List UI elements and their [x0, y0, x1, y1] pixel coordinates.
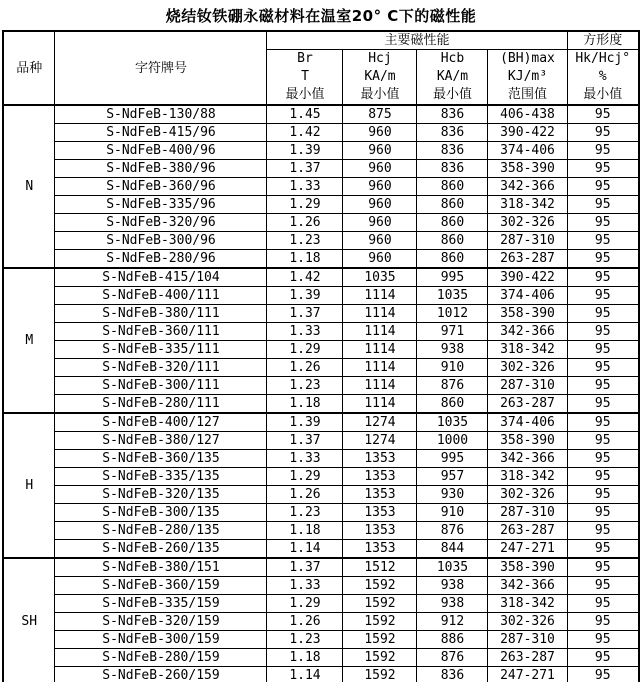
grade-cell: S-NdFeB-300/96	[55, 232, 267, 250]
br-cell: 1.33	[267, 178, 343, 196]
hk-cell: 95	[567, 667, 639, 682]
hcb-cell: 836	[417, 667, 488, 682]
br-cell: 1.29	[267, 595, 343, 613]
hk-cell: 95	[567, 377, 639, 395]
hk-cell: 95	[567, 649, 639, 667]
bhmax-cell: 342-366	[488, 577, 567, 595]
br-cell: 1.45	[267, 105, 343, 124]
header-col-hcj	[343, 50, 417, 106]
table-row	[3, 323, 639, 341]
header-col-br-note: 最小值	[285, 87, 325, 102]
bhmax-cell: 358-390	[488, 160, 567, 178]
grade-cell: S-NdFeB-400/127	[55, 413, 267, 432]
bhmax-cell: 342-366	[488, 178, 567, 196]
grade-cell: S-NdFeB-320/159	[55, 613, 267, 631]
hcj-cell: 960	[343, 214, 417, 232]
hcj-cell: 1353	[343, 540, 417, 559]
bhmax-cell: 302-326	[488, 613, 567, 631]
hk-cell: 95	[567, 287, 639, 305]
grade-cell: S-NdFeB-360/159	[55, 577, 267, 595]
grade-cell: S-NdFeB-130/88	[55, 105, 267, 124]
hcj-cell: 1114	[343, 377, 417, 395]
br-cell: 1.23	[267, 504, 343, 522]
bhmax-cell: 390-422	[488, 268, 567, 287]
header-col-bhmax-unit: KJ/m³	[507, 69, 548, 84]
table-body	[3, 105, 639, 682]
grade-cell: S-NdFeB-380/96	[55, 160, 267, 178]
bhmax-cell: 263-287	[488, 522, 567, 540]
header-col-bhmax-symbol: (BH)max	[500, 51, 555, 66]
br-cell: 1.42	[267, 268, 343, 287]
br-cell: 1.39	[267, 413, 343, 432]
grade-cell: S-NdFeB-280/159	[55, 649, 267, 667]
table-row	[3, 250, 639, 269]
hk-cell: 95	[567, 413, 639, 432]
hk-cell: 95	[567, 595, 639, 613]
table-row	[3, 160, 639, 178]
hk-cell: 95	[567, 105, 639, 124]
hk-cell: 95	[567, 504, 639, 522]
header-col-hk-hcj-unit: %	[598, 69, 607, 84]
table-header	[3, 31, 639, 105]
hcb-cell: 912	[417, 613, 488, 631]
hk-cell: 95	[567, 577, 639, 595]
hcb-cell: 860	[417, 250, 488, 269]
magnet-spec-table	[2, 30, 640, 682]
table-row	[3, 558, 639, 577]
grade-cell: S-NdFeB-320/96	[55, 214, 267, 232]
table-row	[3, 268, 639, 287]
br-cell: 1.26	[267, 613, 343, 631]
bhmax-cell: 374-406	[488, 287, 567, 305]
bhmax-cell: 318-342	[488, 341, 567, 359]
hk-cell: 95	[567, 558, 639, 577]
br-cell: 1.26	[267, 214, 343, 232]
hcb-cell: 860	[417, 178, 488, 196]
bhmax-cell: 263-287	[488, 250, 567, 269]
grade-cell: S-NdFeB-380/151	[55, 558, 267, 577]
header-col-hcb-unit: KA/m	[436, 69, 469, 84]
grade-cell: S-NdFeB-335/135	[55, 468, 267, 486]
hcb-cell: 836	[417, 105, 488, 124]
grade-cell: S-NdFeB-260/135	[55, 540, 267, 559]
hcb-cell: 876	[417, 522, 488, 540]
grade-cell: S-NdFeB-300/111	[55, 377, 267, 395]
hcb-cell: 860	[417, 395, 488, 414]
hcj-cell: 1274	[343, 432, 417, 450]
bhmax-cell: 263-287	[488, 649, 567, 667]
table-row	[3, 287, 639, 305]
hcb-cell: 957	[417, 468, 488, 486]
hcj-cell: 1114	[343, 305, 417, 323]
br-cell: 1.18	[267, 522, 343, 540]
hk-cell: 95	[567, 160, 639, 178]
table-row	[3, 577, 639, 595]
hcb-cell: 886	[417, 631, 488, 649]
header-col-hcb-note: 最小值	[432, 87, 472, 102]
grade-cell: S-NdFeB-280/135	[55, 522, 267, 540]
bhmax-cell: 342-366	[488, 323, 567, 341]
grade-cell: S-NdFeB-380/111	[55, 305, 267, 323]
bhmax-cell: 263-287	[488, 395, 567, 414]
hcb-cell: 1012	[417, 305, 488, 323]
hcb-cell: 995	[417, 268, 488, 287]
br-cell: 1.18	[267, 395, 343, 414]
table-row	[3, 468, 639, 486]
hcb-cell: 860	[417, 196, 488, 214]
hcb-cell: 930	[417, 486, 488, 504]
hk-cell: 95	[567, 613, 639, 631]
bhmax-cell: 318-342	[488, 468, 567, 486]
hcb-cell: 1035	[417, 287, 488, 305]
br-cell: 1.14	[267, 540, 343, 559]
hk-cell: 95	[567, 214, 639, 232]
grade-cell: S-NdFeB-300/159	[55, 631, 267, 649]
table-row	[3, 649, 639, 667]
bhmax-cell: 287-310	[488, 631, 567, 649]
grade-cell: S-NdFeB-335/159	[55, 595, 267, 613]
hcj-cell: 1114	[343, 395, 417, 414]
hcj-cell: 1353	[343, 504, 417, 522]
hcj-cell: 1035	[343, 268, 417, 287]
hk-cell: 95	[567, 323, 639, 341]
bhmax-cell: 247-271	[488, 667, 567, 682]
hcb-cell: 1000	[417, 432, 488, 450]
bhmax-cell: 374-406	[488, 413, 567, 432]
hk-cell: 95	[567, 178, 639, 196]
table-row	[3, 105, 639, 124]
br-cell: 1.23	[267, 631, 343, 649]
table-row	[3, 395, 639, 414]
hcj-cell: 960	[343, 178, 417, 196]
bhmax-cell: 358-390	[488, 432, 567, 450]
hcb-cell: 844	[417, 540, 488, 559]
hcj-cell: 1592	[343, 649, 417, 667]
br-cell: 1.37	[267, 160, 343, 178]
table-row	[3, 377, 639, 395]
hcb-cell: 836	[417, 124, 488, 142]
grade-cell: S-NdFeB-335/96	[55, 196, 267, 214]
bhmax-cell: 374-406	[488, 142, 567, 160]
table-row	[3, 196, 639, 214]
species-cell-h: H	[3, 413, 55, 558]
header-col-hcj-symbol: Hcj	[368, 51, 392, 66]
table-row	[3, 522, 639, 540]
table-row	[3, 359, 639, 377]
table-row	[3, 540, 639, 559]
br-cell: 1.33	[267, 450, 343, 468]
header-col-br-unit: T	[301, 69, 309, 84]
hcb-cell: 836	[417, 160, 488, 178]
hcj-cell: 960	[343, 142, 417, 160]
hcj-cell: 1114	[343, 323, 417, 341]
table-row	[3, 341, 639, 359]
hcj-cell: 1592	[343, 595, 417, 613]
bhmax-cell: 406-438	[488, 105, 567, 124]
header-col-hcb-symbol: Hcb	[440, 51, 465, 66]
header-main-properties: 主要磁性能	[267, 31, 567, 50]
grade-cell: S-NdFeB-280/111	[55, 395, 267, 414]
hcb-cell: 1035	[417, 413, 488, 432]
br-cell: 1.18	[267, 649, 343, 667]
header-squareness: 方形度	[567, 31, 639, 50]
br-cell: 1.29	[267, 341, 343, 359]
br-cell: 1.14	[267, 667, 343, 682]
br-cell: 1.26	[267, 359, 343, 377]
hcj-cell: 960	[343, 250, 417, 269]
br-cell: 1.39	[267, 287, 343, 305]
bhmax-cell: 342-366	[488, 450, 567, 468]
hcb-cell: 910	[417, 359, 488, 377]
header-col-hcj-note: 最小值	[360, 87, 400, 102]
bhmax-cell: 287-310	[488, 504, 567, 522]
bhmax-cell: 358-390	[488, 305, 567, 323]
hcj-cell: 960	[343, 196, 417, 214]
br-cell: 1.33	[267, 323, 343, 341]
hcj-cell: 1114	[343, 341, 417, 359]
hk-cell: 95	[567, 468, 639, 486]
grade-cell: S-NdFeB-400/96	[55, 142, 267, 160]
bhmax-cell: 390-422	[488, 124, 567, 142]
header-col-hcb	[417, 50, 488, 106]
hk-cell: 95	[567, 395, 639, 414]
hcb-cell: 836	[417, 142, 488, 160]
hcj-cell: 1512	[343, 558, 417, 577]
table-row	[3, 232, 639, 250]
hk-cell: 95	[567, 631, 639, 649]
table-row	[3, 613, 639, 631]
header-species: 品种	[3, 31, 55, 105]
hcb-cell: 876	[417, 649, 488, 667]
header-col-hcj-unit: KA/m	[364, 69, 396, 84]
hcj-cell: 1353	[343, 450, 417, 468]
bhmax-cell: 247-271	[488, 540, 567, 559]
table-row	[3, 178, 639, 196]
grade-cell: S-NdFeB-400/111	[55, 287, 267, 305]
hcb-cell: 938	[417, 595, 488, 613]
hcj-cell: 960	[343, 124, 417, 142]
grade-cell: S-NdFeB-300/135	[55, 504, 267, 522]
table-row	[3, 504, 639, 522]
table-row	[3, 667, 639, 682]
header-row-top	[3, 31, 639, 50]
header-col-br	[267, 50, 343, 106]
br-cell: 1.42	[267, 124, 343, 142]
hcb-cell: 995	[417, 450, 488, 468]
br-cell: 1.23	[267, 377, 343, 395]
hcb-cell: 910	[417, 504, 488, 522]
hk-cell: 95	[567, 450, 639, 468]
hk-cell: 95	[567, 486, 639, 504]
hcj-cell: 1114	[343, 287, 417, 305]
hcj-cell: 1592	[343, 631, 417, 649]
hcj-cell: 1592	[343, 613, 417, 631]
table-row	[3, 413, 639, 432]
hcj-cell: 1353	[343, 468, 417, 486]
hcj-cell: 1353	[343, 522, 417, 540]
header-col-hk-hcj	[567, 50, 639, 106]
header-col-br-symbol: Br	[297, 51, 313, 66]
grade-cell: S-NdFeB-260/159	[55, 667, 267, 682]
table-row	[3, 450, 639, 468]
grade-cell: S-NdFeB-380/127	[55, 432, 267, 450]
hcj-cell: 1353	[343, 486, 417, 504]
header-grade: 字符牌号	[55, 31, 267, 105]
species-cell-n: N	[3, 105, 55, 268]
hk-cell: 95	[567, 142, 639, 160]
hcb-cell: 860	[417, 232, 488, 250]
hk-cell: 95	[567, 250, 639, 269]
grade-cell: S-NdFeB-320/135	[55, 486, 267, 504]
table-row	[3, 595, 639, 613]
hk-cell: 95	[567, 341, 639, 359]
grade-cell: S-NdFeB-320/111	[55, 359, 267, 377]
page-title: 烧结钕铁硼永磁材料在温室20° C下的磁性能	[165, 7, 477, 25]
grade-cell: S-NdFeB-280/96	[55, 250, 267, 269]
bhmax-cell: 302-326	[488, 359, 567, 377]
header-col-bhmax	[488, 50, 567, 106]
bhmax-cell: 302-326	[488, 214, 567, 232]
hk-cell: 95	[567, 432, 639, 450]
hk-cell: 95	[567, 522, 639, 540]
hcb-cell: 938	[417, 577, 488, 595]
hcb-cell: 938	[417, 341, 488, 359]
bhmax-cell: 318-342	[488, 595, 567, 613]
grade-cell: S-NdFeB-415/104	[55, 268, 267, 287]
br-cell: 1.39	[267, 142, 343, 160]
br-cell: 1.23	[267, 232, 343, 250]
br-cell: 1.37	[267, 558, 343, 577]
table-row	[3, 486, 639, 504]
br-cell: 1.29	[267, 468, 343, 486]
grade-cell: S-NdFeB-360/135	[55, 450, 267, 468]
hk-cell: 95	[567, 305, 639, 323]
hcj-cell: 1592	[343, 577, 417, 595]
table-row	[3, 305, 639, 323]
bhmax-cell: 287-310	[488, 377, 567, 395]
table-row	[3, 214, 639, 232]
species-cell-sh: SH	[3, 558, 55, 682]
header-col-bhmax-note: 范围值	[507, 87, 547, 102]
hcj-cell: 960	[343, 160, 417, 178]
hcb-cell: 876	[417, 377, 488, 395]
header-col-hk-hcj-note: 最小值	[583, 87, 623, 102]
grade-cell: S-NdFeB-335/111	[55, 341, 267, 359]
br-cell: 1.37	[267, 305, 343, 323]
hcj-cell: 1274	[343, 413, 417, 432]
table-row	[3, 432, 639, 450]
hcb-cell: 860	[417, 214, 488, 232]
hk-cell: 95	[567, 124, 639, 142]
br-cell: 1.33	[267, 577, 343, 595]
table-row	[3, 142, 639, 160]
bhmax-cell: 318-342	[488, 196, 567, 214]
br-cell: 1.26	[267, 486, 343, 504]
grade-cell: S-NdFeB-360/111	[55, 323, 267, 341]
table-row	[3, 124, 639, 142]
bhmax-cell: 302-326	[488, 486, 567, 504]
hcj-cell: 875	[343, 105, 417, 124]
br-cell: 1.18	[267, 250, 343, 269]
grade-cell: S-NdFeB-415/96	[55, 124, 267, 142]
bhmax-cell: 287-310	[488, 232, 567, 250]
hk-cell: 95	[567, 196, 639, 214]
table-row	[3, 631, 639, 649]
hcb-cell: 971	[417, 323, 488, 341]
br-cell: 1.29	[267, 196, 343, 214]
hk-cell: 95	[567, 359, 639, 377]
grade-cell: S-NdFeB-360/96	[55, 178, 267, 196]
header-col-hk-hcj-symbol: Hk/Hcj°	[575, 51, 631, 66]
hcb-cell: 1035	[417, 558, 488, 577]
hcj-cell: 960	[343, 232, 417, 250]
hk-cell: 95	[567, 268, 639, 287]
hk-cell: 95	[567, 232, 639, 250]
hcj-cell: 1592	[343, 667, 417, 682]
br-cell: 1.37	[267, 432, 343, 450]
bhmax-cell: 358-390	[488, 558, 567, 577]
species-cell-m: M	[3, 268, 55, 413]
hcj-cell: 1114	[343, 359, 417, 377]
hk-cell: 95	[567, 540, 639, 559]
